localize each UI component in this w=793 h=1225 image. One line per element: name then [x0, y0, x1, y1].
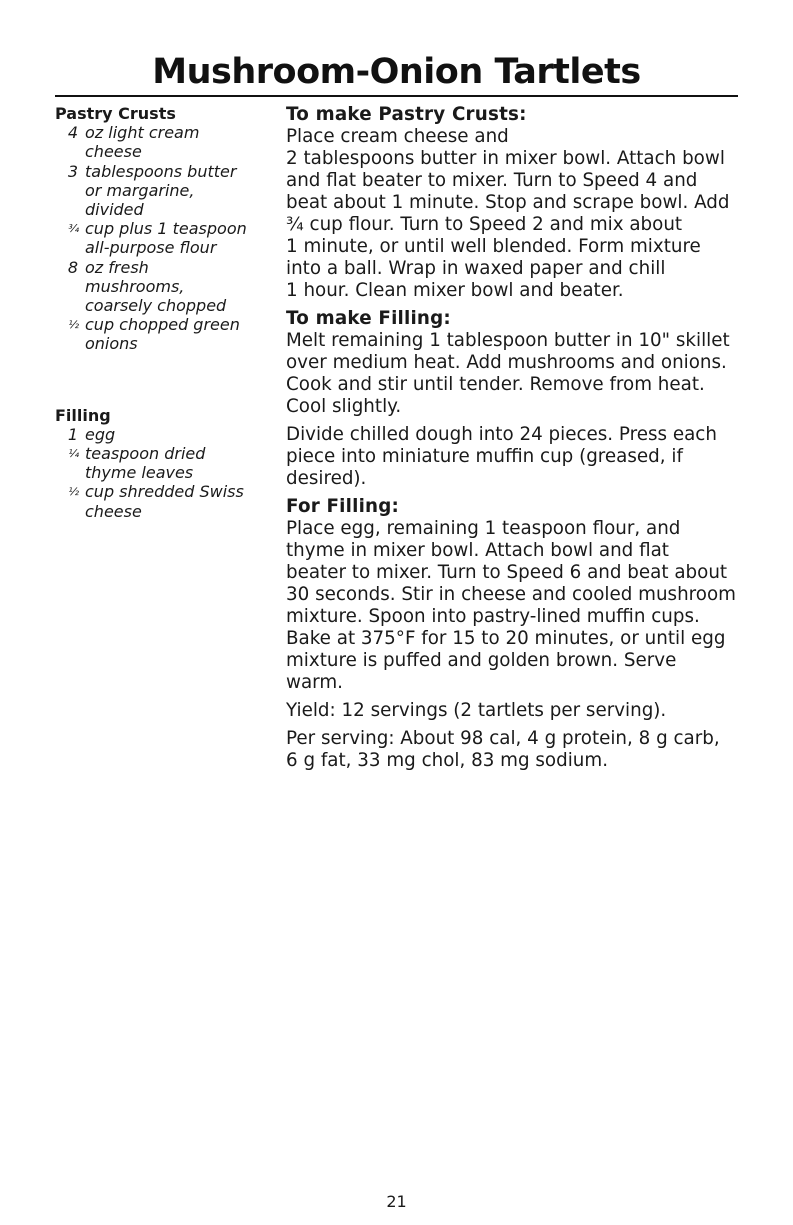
ingredient-text [85, 315, 277, 353]
nutrition-line: 6 g fat, 33 mg chol, 83 mg sodium. [286, 750, 609, 771]
ingredient-item [55, 258, 277, 316]
method-line: Bake at 375°F for 15 to 20 minutes, or until egg [286, 628, 726, 649]
page-title: Mushroom-Onion Tartlets [152, 52, 641, 92]
method-line: over medium heat. Add mushrooms and onions. [286, 352, 727, 373]
pastry-ingredients-label: Pastry Crusts [55, 104, 176, 123]
ingredient-item [55, 425, 277, 444]
method-line: Divide chilled dough into 24 pieces. Press each [286, 424, 717, 445]
ingredient-text [85, 258, 277, 316]
ingredient-line: thyme leaves [85, 463, 194, 483]
method-line: mixture. Spoon into pastry-lined muffin cups. [286, 606, 700, 627]
ingredient-text [85, 444, 277, 482]
ingredient-line: coarsely chopped [85, 296, 227, 316]
ingredient-qty: ¾ [68, 222, 78, 236]
filling-ingredients [55, 406, 277, 521]
method-line: Cook and stir until tender. Remove from heat. [286, 374, 705, 395]
method-line: desired). [286, 468, 367, 489]
title-divider [55, 95, 738, 97]
ingredient-line: teaspoon dried [85, 444, 206, 464]
ingredients-column [55, 104, 277, 521]
ingredient-line: onions [85, 334, 138, 354]
ingredient-line: egg [85, 424, 116, 444]
ingredient-line: cup shredded Swiss [85, 482, 244, 502]
ingredient-line: oz fresh [85, 257, 149, 277]
page-number: 21 [386, 1192, 407, 1211]
method-line: Place cream cheese and [286, 126, 509, 147]
ingredient-qty: ½ [68, 318, 78, 332]
method-line: into a ball. Wrap in waxed paper and chill [286, 258, 666, 279]
ingredient-qty: ¼ [68, 447, 78, 461]
method-line: and flat beater to mixer. Turn to Speed 4 and [286, 170, 698, 191]
method-line: ¾ cup flour. Turn to Speed 2 and mix about [286, 214, 683, 235]
method-line: beater to mixer. Turn to Speed 6 and beat about [286, 562, 728, 583]
ingredient-line: cheese [85, 142, 142, 162]
ingredient-line: cup plus 1 teaspoon [85, 219, 247, 239]
ingredient-text [85, 162, 277, 220]
ingredient-line: oz light cream [85, 123, 200, 143]
ingredient-qty: ½ [68, 485, 78, 499]
ingredient-item [55, 219, 277, 257]
ingredient-line: cup chopped green [85, 315, 240, 335]
for-filling-heading: For Filling: [286, 496, 400, 517]
ingredient-item [55, 123, 277, 161]
ingredient-line: all-purpose flour [85, 238, 217, 258]
ingredient-line: divided [85, 200, 144, 220]
ingredient-qty: 1 [67, 424, 78, 444]
ingredient-item [55, 315, 277, 353]
method-line: 30 seconds. Stir in cheese and cooled mushroom [286, 584, 736, 605]
method-line: 1 minute, or until well blended. Form mixture [286, 236, 701, 257]
method-line: Cool slightly. [286, 396, 402, 417]
ingredient-qty: 8 [67, 257, 78, 277]
ingredient-line: cheese [85, 501, 142, 521]
method-line: mixture is puffed and golden brown. Serve [286, 650, 677, 671]
ingredient-line: mushrooms, [85, 276, 185, 296]
pastry-method-heading: To make Pastry Crusts: [286, 104, 527, 125]
yield-text: Yield: 12 servings (2 tartlets per serving). [286, 700, 667, 721]
ingredient-qty: 3 [67, 161, 78, 181]
method-line: 1 hour. Clean mixer bowl and beater. [286, 280, 624, 301]
ingredient-item [55, 162, 277, 220]
method-line: Melt remaining 1 tablespoon butter in 10" skillet [286, 330, 730, 351]
filling-ingredients-label: Filling [55, 405, 111, 425]
ingredient-text [85, 219, 277, 257]
ingredient-text [85, 425, 277, 444]
method-line: warm. [286, 672, 343, 693]
ingredient-text [85, 482, 277, 520]
method-line: beat about 1 minute. Stop and scrape bowl. Add [286, 192, 730, 213]
ingredient-item [55, 482, 277, 520]
method-line: 2 tablespoons butter in mixer bowl. Attach bowl [286, 148, 725, 169]
method-line: Place egg, remaining 1 teaspoon flour, and [286, 518, 681, 539]
nutrition-line: Per serving: About 98 cal, 4 g protein, 8 g carb, [286, 728, 720, 749]
method-line: thyme in mixer bowl. Attach bowl and flat [286, 540, 669, 561]
ingredient-item [55, 444, 277, 482]
pastry-ingredients [55, 104, 277, 354]
filling-method-heading: To make Filling: [286, 308, 451, 329]
ingredient-line: or margarine, [85, 180, 195, 200]
ingredient-qty: 4 [67, 123, 78, 143]
method-line: piece into miniature muffin cup (greased, if [286, 446, 683, 467]
ingredient-line: tablespoons butter [85, 161, 237, 181]
ingredient-text [85, 123, 277, 161]
method-column [286, 104, 741, 772]
